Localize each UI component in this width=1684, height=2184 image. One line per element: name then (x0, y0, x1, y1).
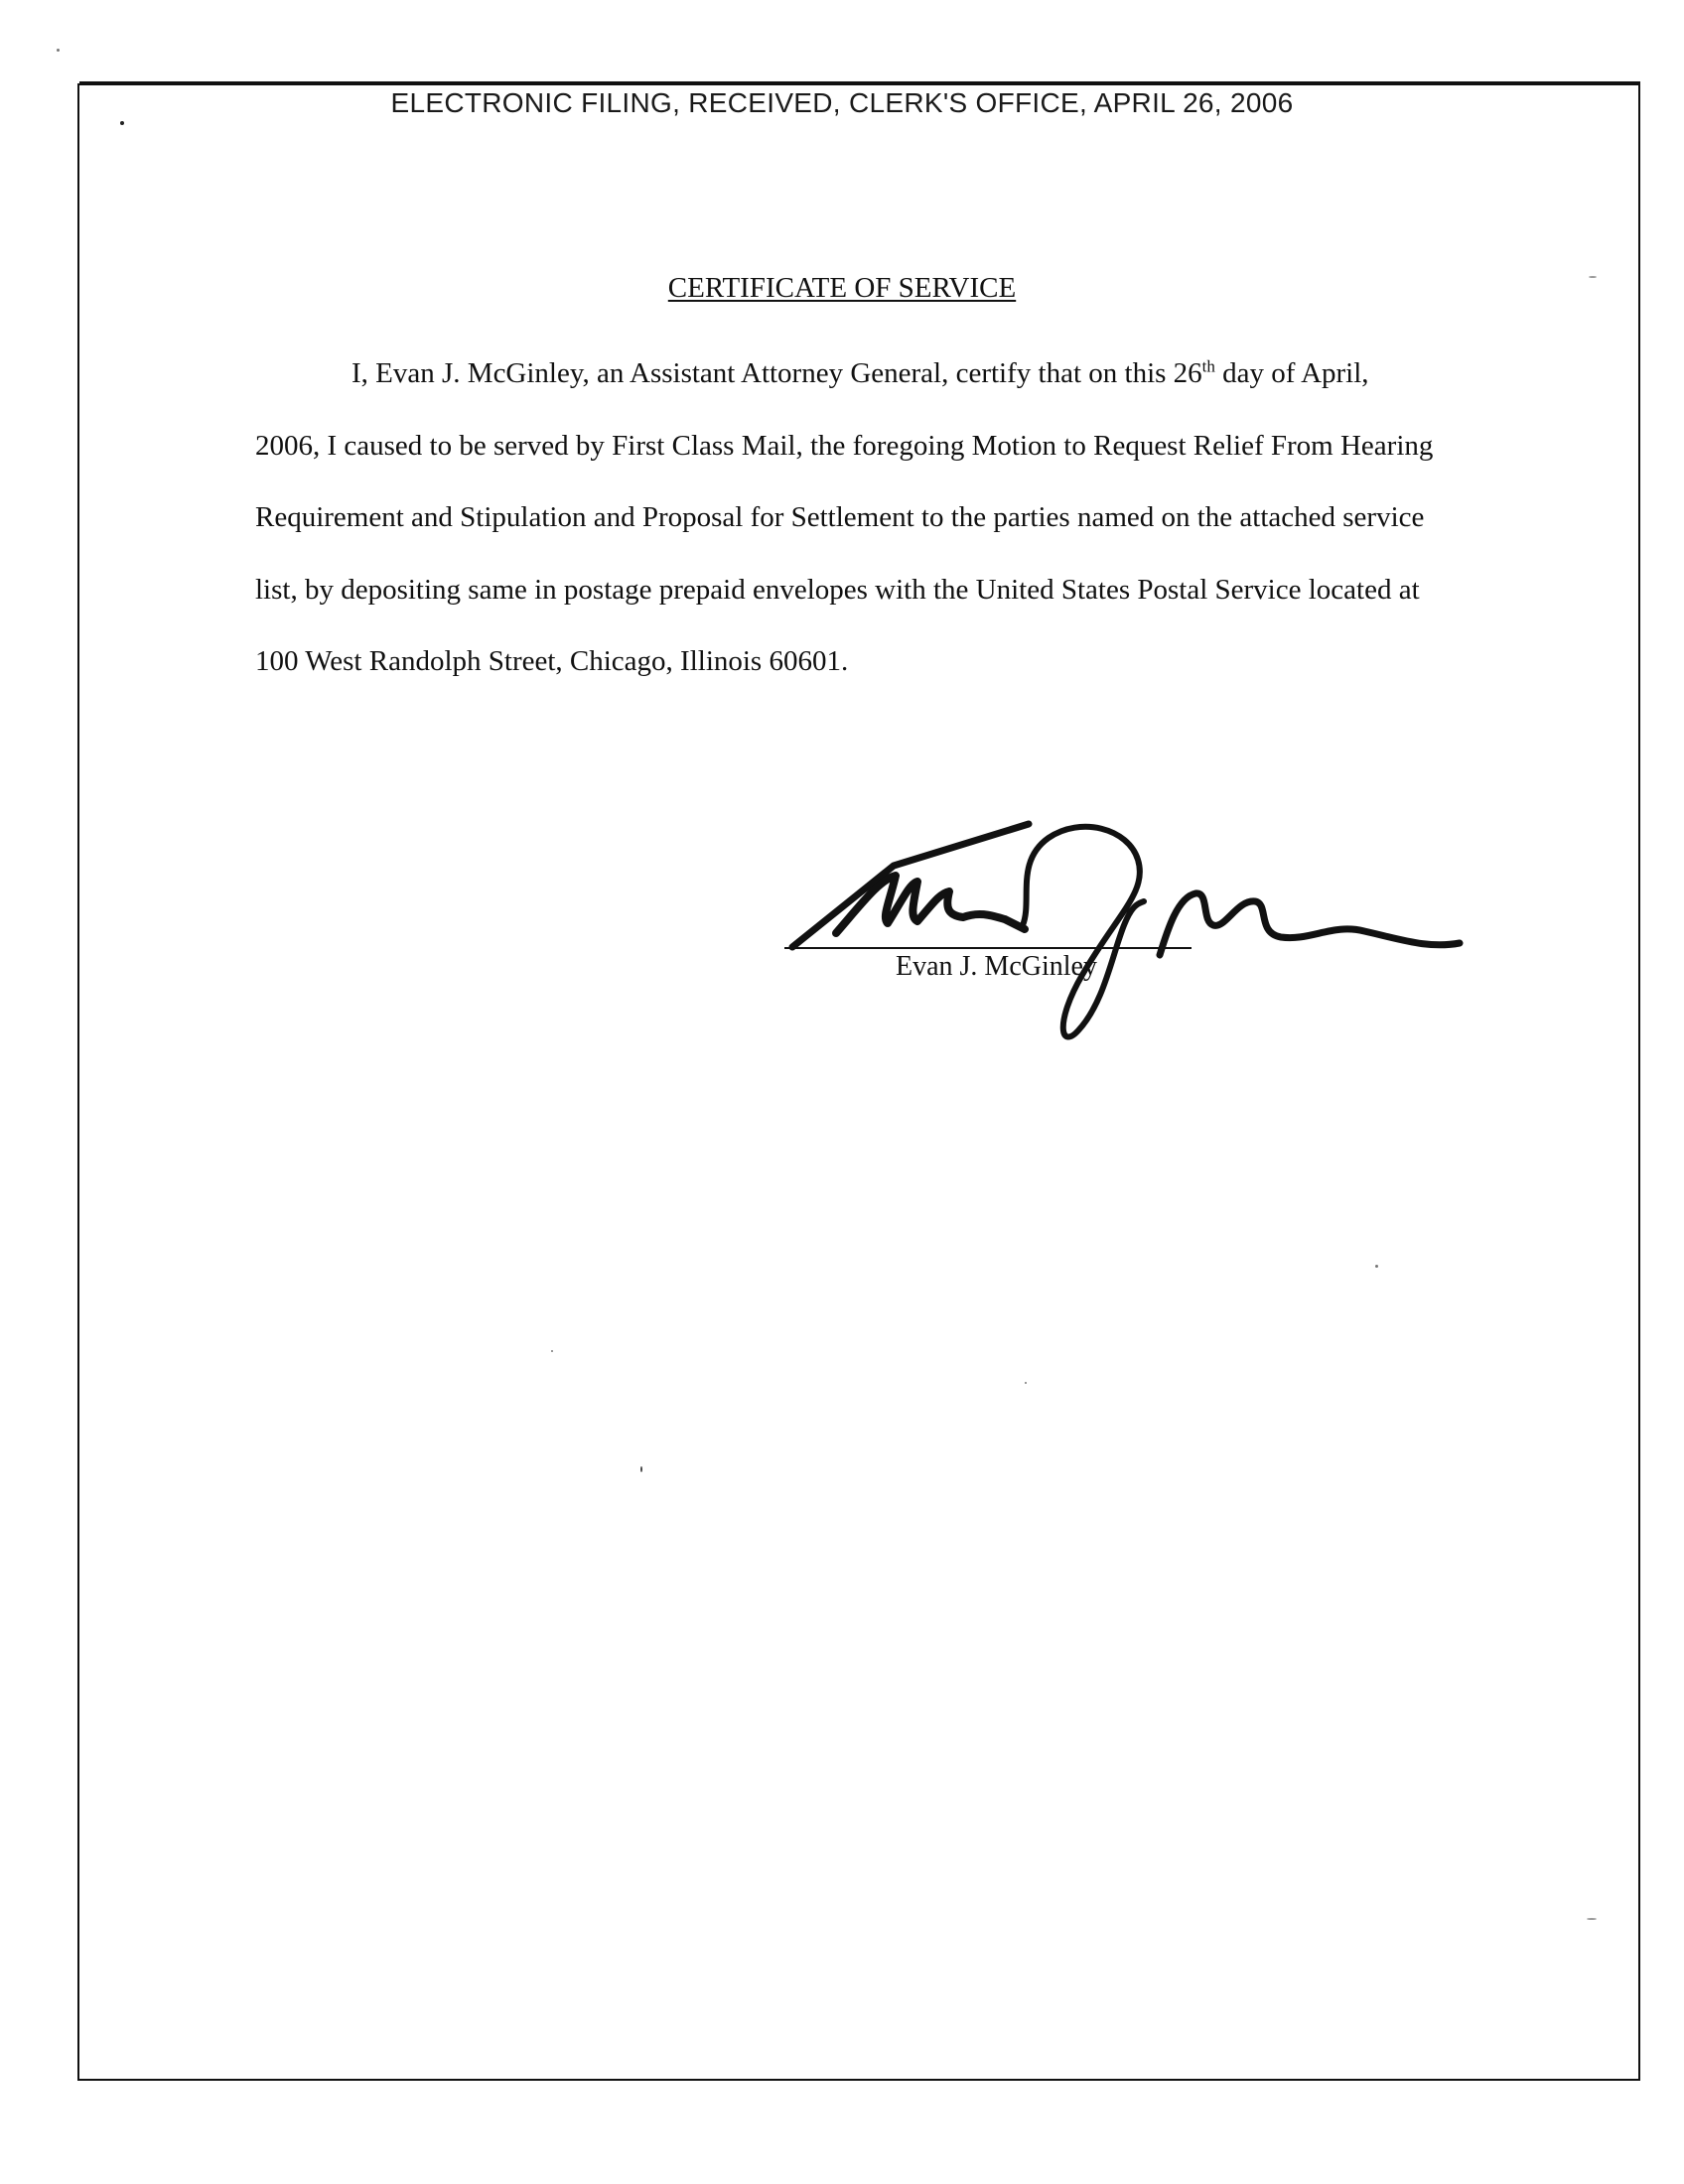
scan-speck (1587, 1918, 1597, 1920)
signature-stroke-initial-loops (836, 876, 1025, 933)
certificate-paragraph (255, 338, 1437, 698)
scan-speck (57, 49, 60, 52)
signer-name: Evan J. McGinley (896, 951, 1097, 982)
paragraph-text-start: I, Evan J. McGinley, an Assistant Attorney General, certify that on this 26 (351, 357, 1202, 389)
scan-speck (640, 1466, 642, 1472)
scan-speck (120, 121, 124, 125)
electronic-filing-stamp: ELECTRONIC FILING, RECEIVED, CLERK'S OFFICE, APRIL 26, 2006 (390, 87, 1294, 118)
signature-stroke-j-loop (1023, 827, 1144, 1037)
signature-stroke-r-tail (1160, 893, 1460, 955)
scan-speck (1375, 1265, 1378, 1268)
signature-block (784, 806, 1460, 1054)
scan-speck (1589, 276, 1597, 278)
ordinal-suffix: th (1201, 356, 1215, 376)
scan-speck (1025, 1382, 1027, 1384)
document-title: CERTIFICATE OF SERVICE (667, 272, 1017, 304)
handwritten-signature (784, 806, 1460, 1054)
scan-speck (551, 1350, 553, 1352)
paragraph-text-end: day of April, 2006, I caused to be served by First Class Mail, the foregoing Motion to Request Relief From Hearing Requirement and Stipulation and Proposal for Settlement to the parties named on the attached service list, by depositing same in postage prepaid envelopes with the United States Postal Service located at 100 West Randolph Street, Chicago, Illinois 60601. (255, 357, 1434, 677)
